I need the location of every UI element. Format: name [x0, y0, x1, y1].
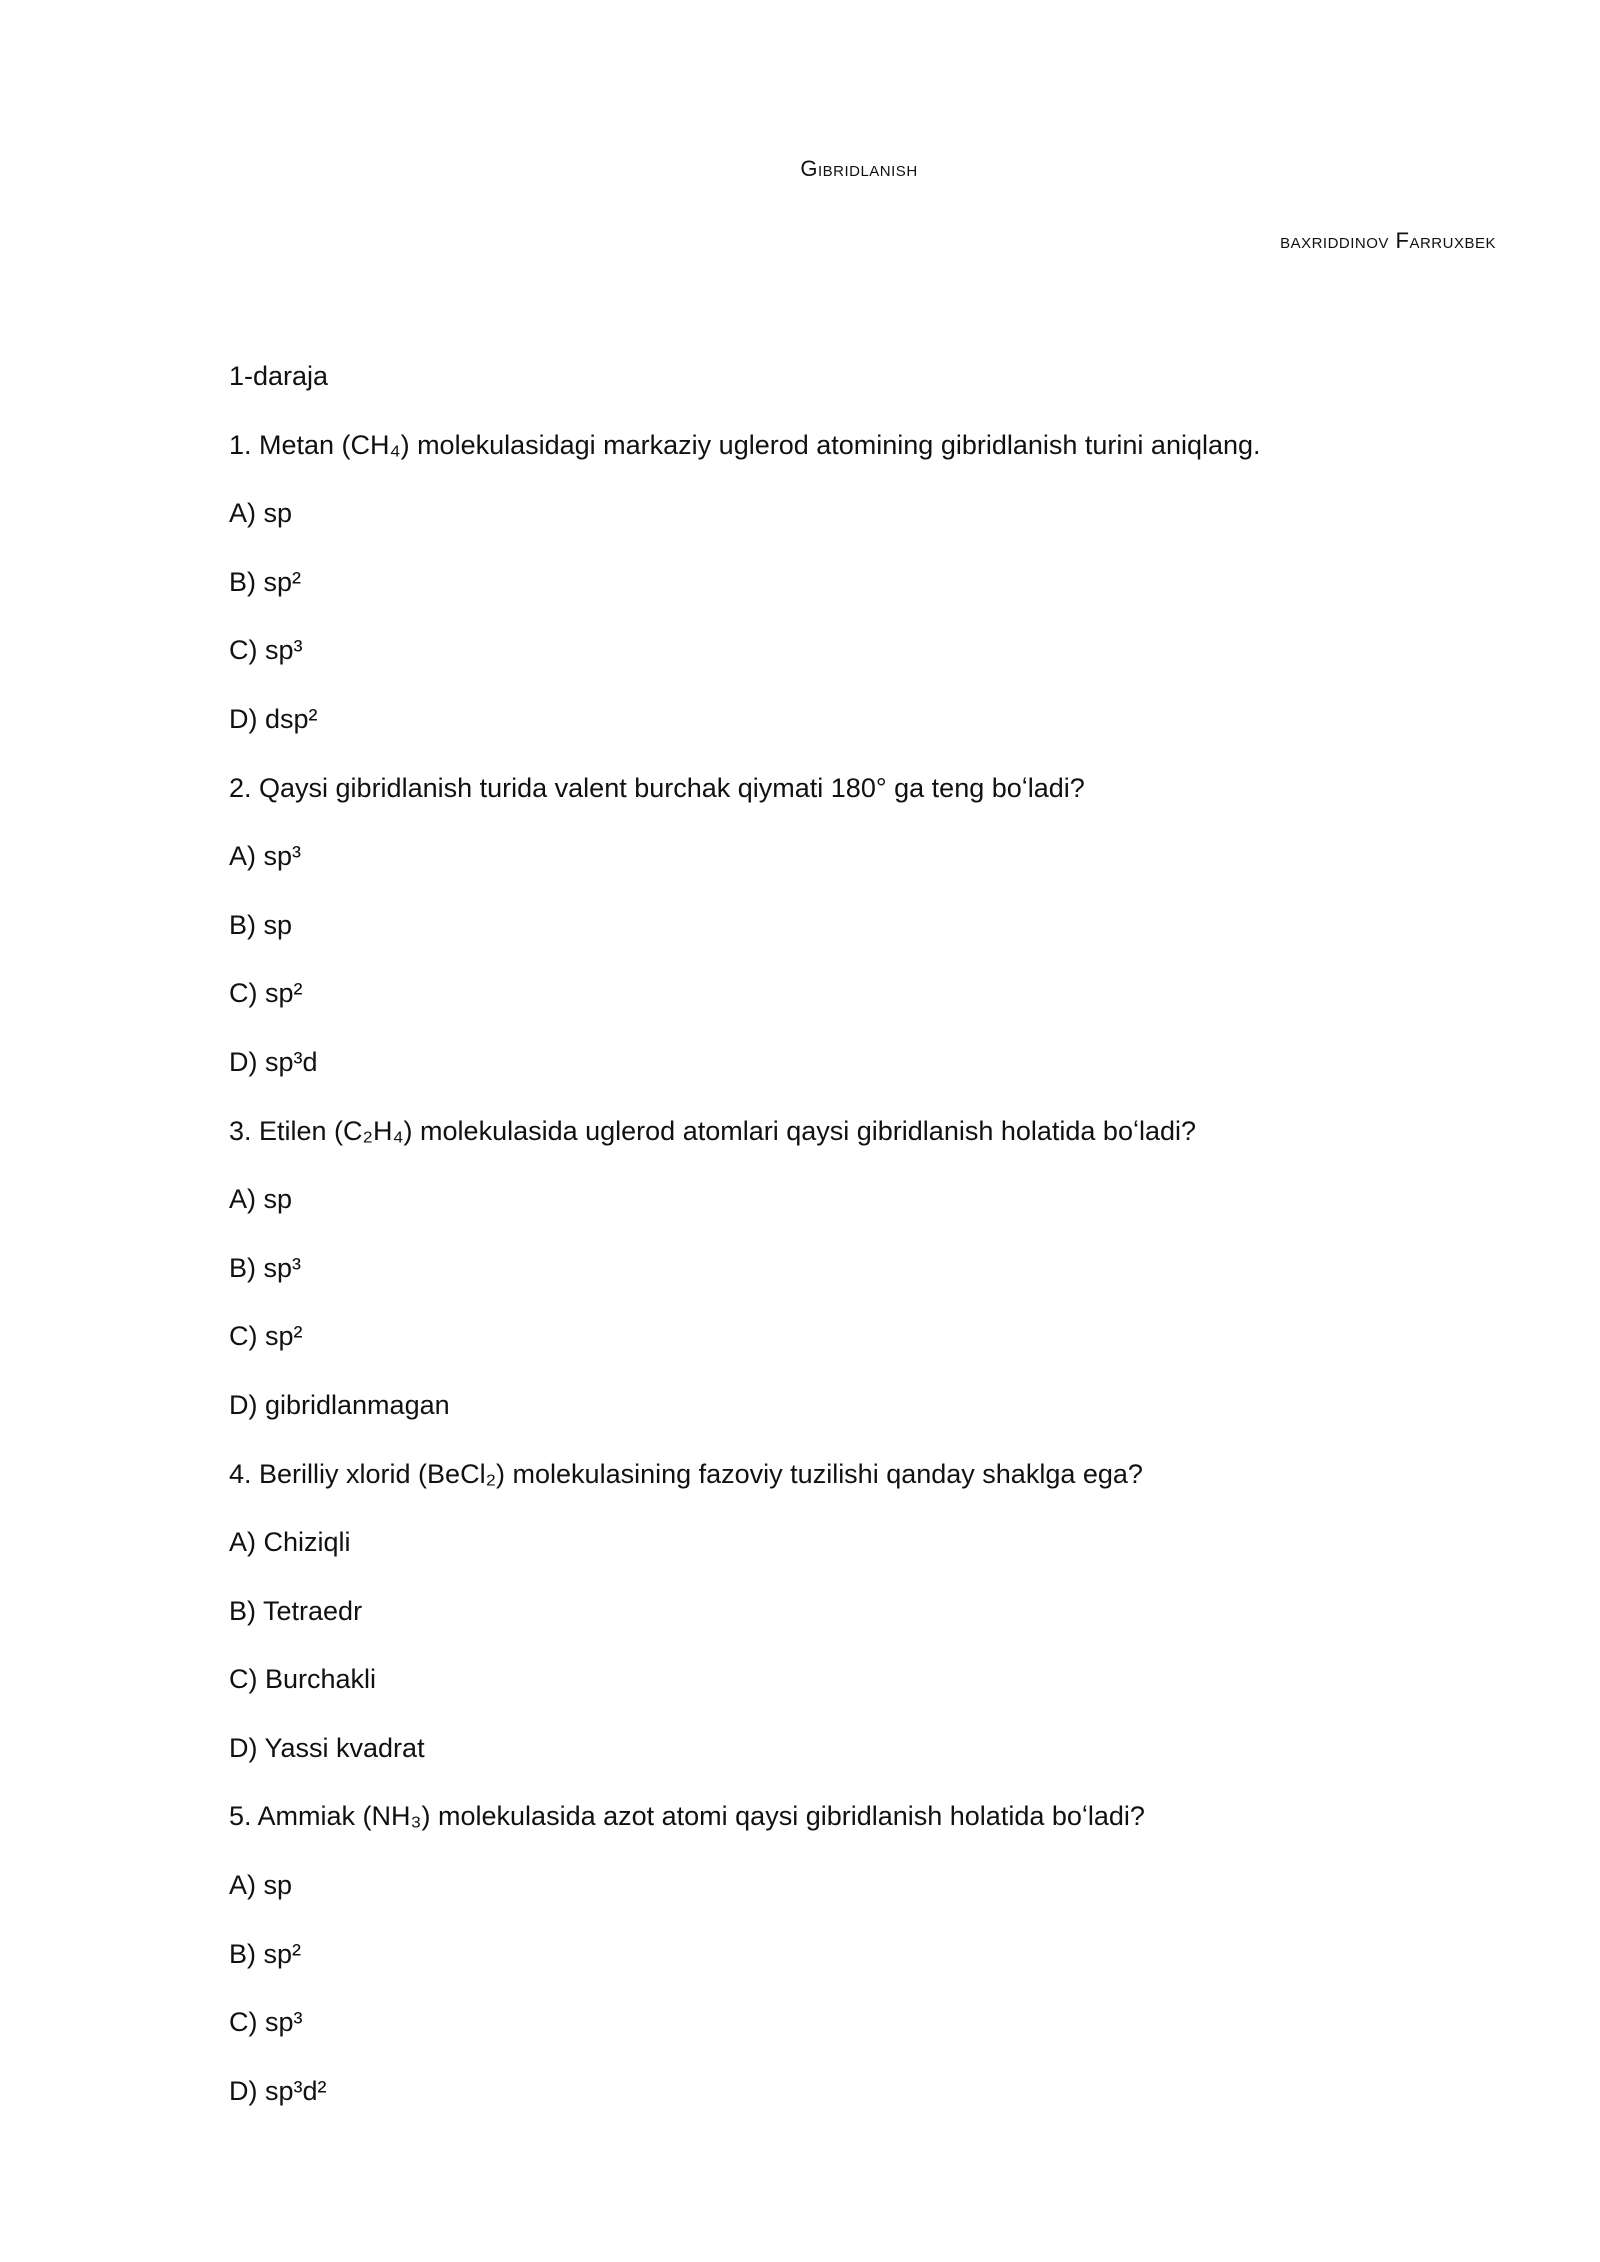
- question-block: [229, 429, 1499, 772]
- answer-option: A) sp³: [229, 841, 302, 872]
- answer-option: C) sp³: [229, 635, 303, 666]
- answer-option: D) sp³d²: [229, 2075, 327, 2106]
- question-text: 3. Etilen (C₂H₄) molekulasida uglerod atomlari qaysi gibridlanish holatida boʻladi?: [229, 1115, 1197, 1146]
- question-block: [229, 772, 1499, 1115]
- question-text: 4. Berilliy xlorid (BeCl₂) molekulasining fazoviy tuzilishi qanday shaklga ega?: [229, 1458, 1143, 1489]
- answer-option: A) sp: [229, 498, 293, 529]
- answer-option: B) sp²: [229, 1938, 302, 1969]
- answer-option: D) Yassi kvadrat: [229, 1732, 425, 1763]
- author-name: baxriddinov Farruxbek: [1280, 228, 1496, 253]
- question-block: [229, 1115, 1499, 1458]
- answer-option: D) gibridlanmagan: [229, 1389, 450, 1420]
- question-text: 2. Qaysi gibridlanish turida valent burchak qiymati 180° ga teng boʻladi?: [229, 772, 1085, 803]
- question-text: 1. Metan (CH₄) molekulasidagi markaziy uglerod atomining gibridlanish turini aniqlang.: [229, 429, 1261, 460]
- answer-option: A) sp: [229, 1184, 293, 1215]
- answer-option: B) Tetraedr: [229, 1595, 363, 1626]
- answer-option: A) sp: [229, 1870, 293, 1901]
- answer-option: C) sp²: [229, 1321, 303, 1352]
- answer-option: D) dsp²: [229, 703, 318, 734]
- document-title: Gibridlanish: [800, 156, 918, 181]
- answer-option: C) sp³: [229, 2007, 303, 2038]
- answer-option: B) sp³: [229, 1252, 302, 1283]
- answer-option: A) Chiziqli: [229, 1527, 351, 1558]
- answer-option: D) sp³d: [229, 1046, 318, 1077]
- answer-option: C) Burchakli: [229, 1664, 377, 1695]
- section-label: 1-daraja: [229, 361, 329, 391]
- answer-option: B) sp²: [229, 566, 302, 597]
- question-block: [229, 1458, 1499, 1801]
- answer-option: B) sp: [229, 909, 293, 940]
- question-block: [229, 1800, 1499, 2143]
- answer-option: C) sp²: [229, 978, 303, 1009]
- document-body: [229, 360, 1499, 2143]
- question-text: 5. Ammiak (NH₃) molekulasida azot atomi qaysi gibridlanish holatida boʻladi?: [229, 1801, 1145, 1832]
